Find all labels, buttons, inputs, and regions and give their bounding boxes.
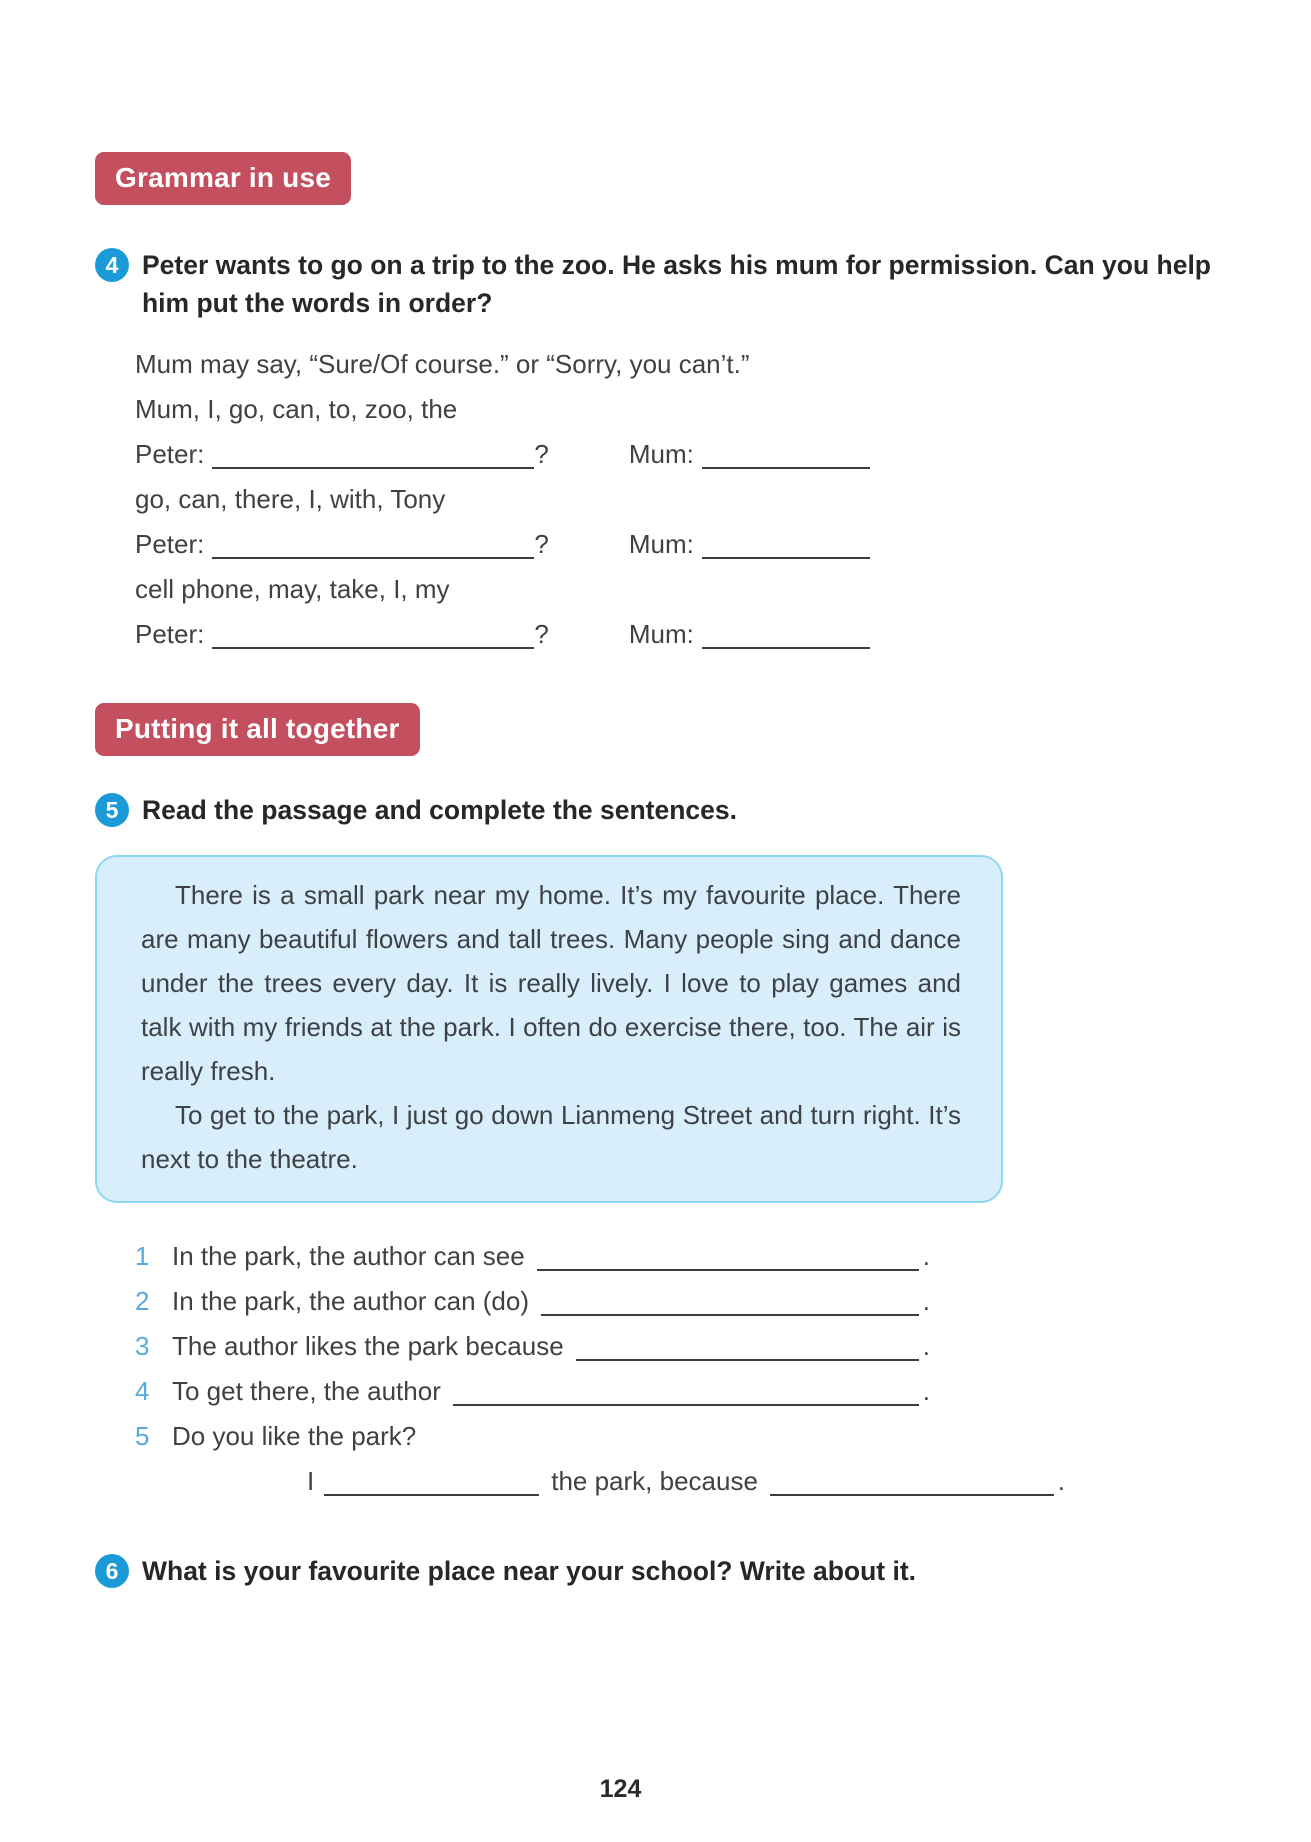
subquestion-number: 4 <box>135 1376 150 1406</box>
question-4-body <box>135 342 1311 657</box>
sentence-period: . <box>922 1376 930 1406</box>
question-5-prompt: Read the passage and complete the sentences. <box>142 795 737 825</box>
reading-passage-box <box>95 855 1003 1203</box>
grammar-badge-row <box>0 0 1311 205</box>
answer-blank <box>702 467 870 469</box>
subquestion-number: 1 <box>135 1241 150 1271</box>
answer-blank <box>212 557 534 559</box>
question-number-badge: 4 <box>95 248 129 282</box>
sentence-period: . <box>922 1331 930 1361</box>
answer-blank <box>453 1404 919 1406</box>
section-badge-putting: Putting it all together <box>95 703 420 756</box>
peter-label: Peter: <box>135 439 205 469</box>
question-6-prompt: What is your favourite place near your school? Write about it. <box>142 1556 917 1586</box>
answer-blank <box>702 647 870 649</box>
sentence-period: . <box>922 1241 930 1271</box>
section-badge-grammar: Grammar in use <box>95 152 351 205</box>
word-list: cell phone, may, take, I, my <box>135 574 450 604</box>
subquestion-number: 5 <box>135 1421 150 1451</box>
question-5 <box>95 790 1311 829</box>
subquestion-text: Do you like the park? <box>172 1421 417 1451</box>
word-list: Mum, I, go, can, to, zoo, the <box>135 394 458 424</box>
answer-blank <box>324 1494 539 1496</box>
mum-label: Mum: <box>628 619 694 649</box>
question-mark: ? <box>534 439 549 469</box>
question-4-prompt: Peter wants to go on a trip to the zoo. He asks his mum for permission. Can you help him put the words in order? <box>142 250 1211 318</box>
dialogue-fill-row <box>135 522 1311 567</box>
subquestion-row <box>135 1241 930 1286</box>
page-number: 124 <box>599 1775 642 1803</box>
question-mark: ? <box>534 529 549 559</box>
mum-label: Mum: <box>628 439 694 469</box>
subquestion-text: The author likes the park because <box>172 1331 564 1361</box>
peter-label: Peter: <box>135 619 205 649</box>
question-number-badge: 5 <box>95 793 129 827</box>
putting-badge-row <box>0 657 1311 756</box>
answer-pre-text: I <box>307 1466 315 1496</box>
question-4 <box>95 245 1311 322</box>
hint-line: Mum may say, “Sure/Of course.” or “Sorry, you can’t.” <box>135 349 750 379</box>
answer-blank <box>541 1314 919 1316</box>
subquestion-number: 3 <box>135 1331 150 1361</box>
subquestion-5-answer-line <box>307 1466 1065 1511</box>
question-number-badge: 6 <box>95 1554 129 1588</box>
subquestion-row <box>135 1376 930 1421</box>
answer-blank <box>212 647 534 649</box>
mum-label: Mum: <box>628 529 694 559</box>
subquestion-number: 2 <box>135 1286 150 1316</box>
peter-label: Peter: <box>135 529 205 559</box>
answer-mid-text: the park, because <box>551 1466 758 1496</box>
dialogue-fill-row <box>135 612 1311 657</box>
answer-blank <box>702 557 870 559</box>
question-6 <box>95 1551 1311 1590</box>
subquestion-row <box>135 1286 930 1331</box>
answer-blank <box>212 467 534 469</box>
question-mark: ? <box>534 619 549 649</box>
subquestion-text: In the park, the author can see <box>172 1241 525 1271</box>
question-5-subquestions <box>135 1241 1311 1511</box>
subquestion-row <box>135 1421 930 1466</box>
sentence-period: . <box>922 1286 930 1316</box>
passage-paragraph: There is a small park near my home. It’s my favourite place. There are many beautiful flowers and tall trees. Many people sing and dance under the trees every day. It is really lively. I love to play games and talk with my friends at the park. I often do exercise there, too. The air is really fresh. <box>141 880 961 1086</box>
sentence-period: . <box>1057 1466 1065 1496</box>
word-list: go, can, there, I, with, Tony <box>135 484 446 514</box>
answer-blank <box>537 1269 919 1271</box>
subquestion-text: To get there, the author <box>172 1376 441 1406</box>
subquestion-row <box>135 1331 930 1376</box>
answer-blank <box>770 1494 1054 1496</box>
answer-blank <box>576 1359 919 1361</box>
subquestion-text: In the park, the author can (do) <box>172 1286 529 1316</box>
dialogue-fill-row <box>135 432 1311 477</box>
passage-paragraph: To get to the park, I just go down Lianmeng Street and turn right. It’s next to the theatre. <box>141 1100 961 1174</box>
